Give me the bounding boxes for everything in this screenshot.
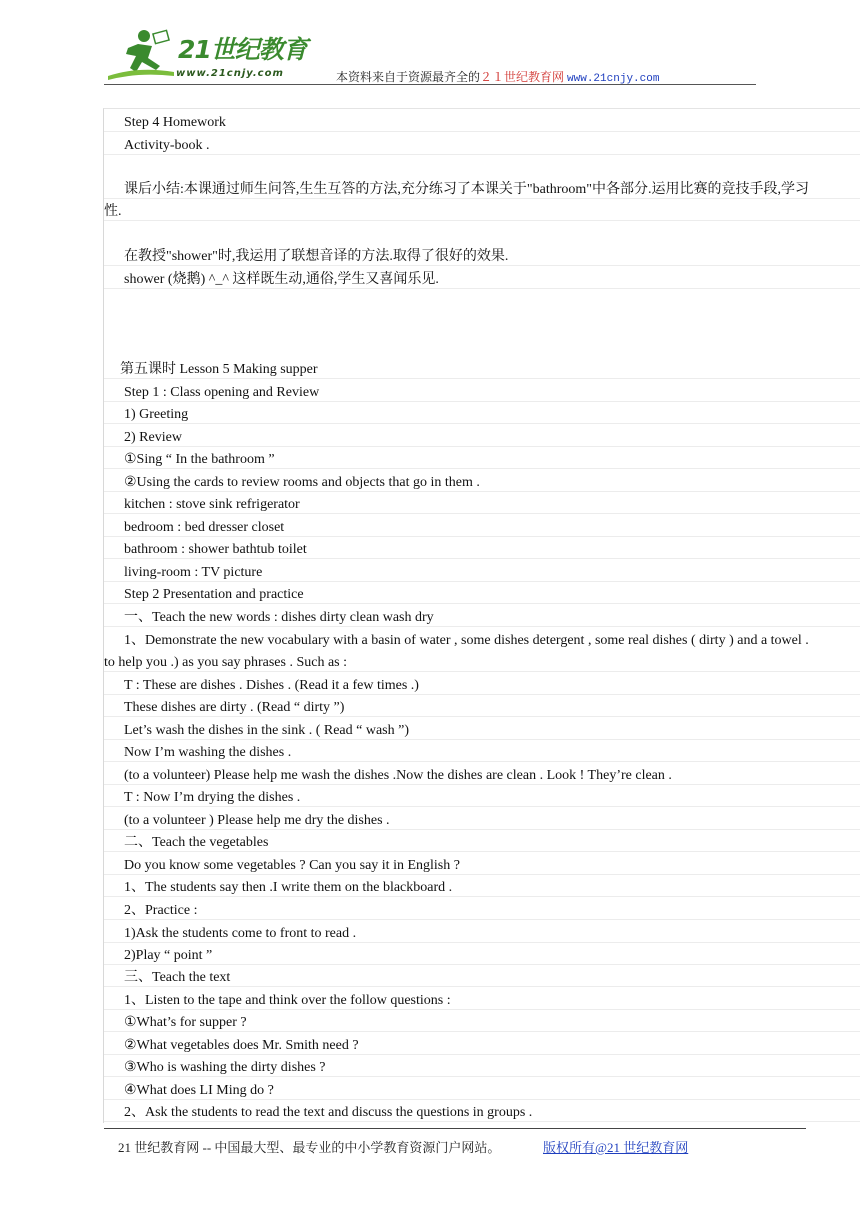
logo-text: 21世纪教育 bbox=[178, 35, 307, 64]
page-header bbox=[104, 22, 756, 86]
text-line: 1)Ask the students come to front to read . bbox=[124, 926, 357, 941]
text-line: (to a volunteer) Please help me wash the dishes .Now the dishes are clean . Look ! They’re clean . bbox=[124, 768, 672, 783]
document-body bbox=[103, 108, 860, 1123]
text-line: to help you .) as you say phrases . Such as : bbox=[104, 655, 348, 670]
text-line: These dishes are dirty . (Read “ dirty ”) bbox=[124, 700, 345, 715]
text-line: shower (烧鹅) ^_^ 这样既生动,通俗,学生又喜闻乐见. bbox=[124, 272, 439, 287]
text-line: 2) Review bbox=[124, 430, 182, 445]
header-note-url[interactable]: www.21cnjy.com bbox=[567, 73, 660, 85]
site-logo bbox=[108, 26, 318, 82]
text-line: Step 1 : Class opening and Review bbox=[124, 385, 320, 400]
runner-logo-icon bbox=[108, 26, 178, 82]
text-line: 课后小结:本课通过师生问答,生生互答的方法,充分练习了本课关于"bathroom"中各部分.运用比赛的竞技手段,学习 bbox=[124, 182, 809, 197]
text-line: Activity-book . bbox=[124, 138, 210, 153]
text-line: ①Sing “ In the bathroom ” bbox=[124, 452, 275, 467]
text-line: bedroom : bed dresser closet bbox=[124, 520, 285, 535]
text-line: 一、Teach the new words : dishes dirty clean wash dry bbox=[124, 610, 434, 625]
text-line: Let’s wash the dishes in the sink . ( Read “ wash ”) bbox=[124, 723, 409, 738]
text-line: 2、Practice : bbox=[124, 903, 198, 918]
text-line: (to a volunteer ) Please help me dry the dishes . bbox=[124, 813, 390, 828]
copyright-link[interactable]: 版权所有@21 世纪教育网 bbox=[543, 1140, 689, 1155]
logo-url: www.21cnjy.com bbox=[176, 68, 284, 79]
text-line: 1、Demonstrate the new vocabulary with a basin of water , some dishes detergent , some real dishes ( dirty ) and a towel . bbox=[124, 633, 809, 648]
text-line: 在教授"shower"时,我运用了联想音译的方法.取得了很好的效果. bbox=[124, 249, 509, 264]
footer-divider bbox=[104, 1128, 806, 1129]
text-line: ②Using the cards to review rooms and objects that go in them . bbox=[124, 475, 480, 490]
text-line: T : Now I’m drying the dishes . bbox=[124, 790, 301, 805]
lesson-title: 第五课时 Lesson 5 Making supper bbox=[120, 362, 318, 377]
text-line: T : These are dishes . Dishes . (Read it a few times .) bbox=[124, 678, 419, 693]
text-line: 2)Play “ point ” bbox=[124, 948, 213, 963]
text-line: 二、Teach the vegetables bbox=[124, 835, 269, 850]
text-line: living-room : TV picture bbox=[124, 565, 263, 580]
header-note-prefix: 本资料来自于资源最齐全的 bbox=[336, 70, 481, 84]
text-line: ④What does LI Ming do ? bbox=[124, 1083, 274, 1098]
text-line: Now I’m washing the dishes . bbox=[124, 745, 292, 760]
text-line: ③Who is washing the dirty dishes ? bbox=[124, 1060, 326, 1075]
text-line: 1) Greeting bbox=[124, 407, 189, 422]
header-note-site[interactable]: ２１世纪教育网 bbox=[480, 70, 565, 84]
text-line: Do you know some vegetables ? Can you say it in English ? bbox=[124, 858, 460, 873]
text-line: ①What’s for supper ? bbox=[124, 1015, 247, 1030]
text-line: 2、Ask the students to read the text and discuss the questions in groups . bbox=[124, 1105, 533, 1120]
text-line: 三、Teach the text bbox=[124, 970, 231, 985]
text-line: ②What vegetables does Mr. Smith need ? bbox=[124, 1038, 359, 1053]
header-note bbox=[336, 68, 659, 85]
text-line: 1、The students say then .I write them on the blackboard . bbox=[124, 880, 453, 895]
text-line: 性. bbox=[104, 204, 122, 219]
text-line: 1、Listen to the tape and think over the follow questions : bbox=[124, 993, 451, 1008]
text-line: bathroom : shower bathtub toilet bbox=[124, 542, 307, 557]
text-line: Step 4 Homework bbox=[124, 115, 226, 130]
footer-text: 21 世纪教育网 -- 中国最大型、最专业的中小学教育资源门户网站。 bbox=[118, 1140, 501, 1155]
text-line: Step 2 Presentation and practice bbox=[124, 587, 304, 602]
header-divider bbox=[104, 84, 756, 85]
text-line: kitchen : stove sink refrigerator bbox=[124, 497, 300, 512]
